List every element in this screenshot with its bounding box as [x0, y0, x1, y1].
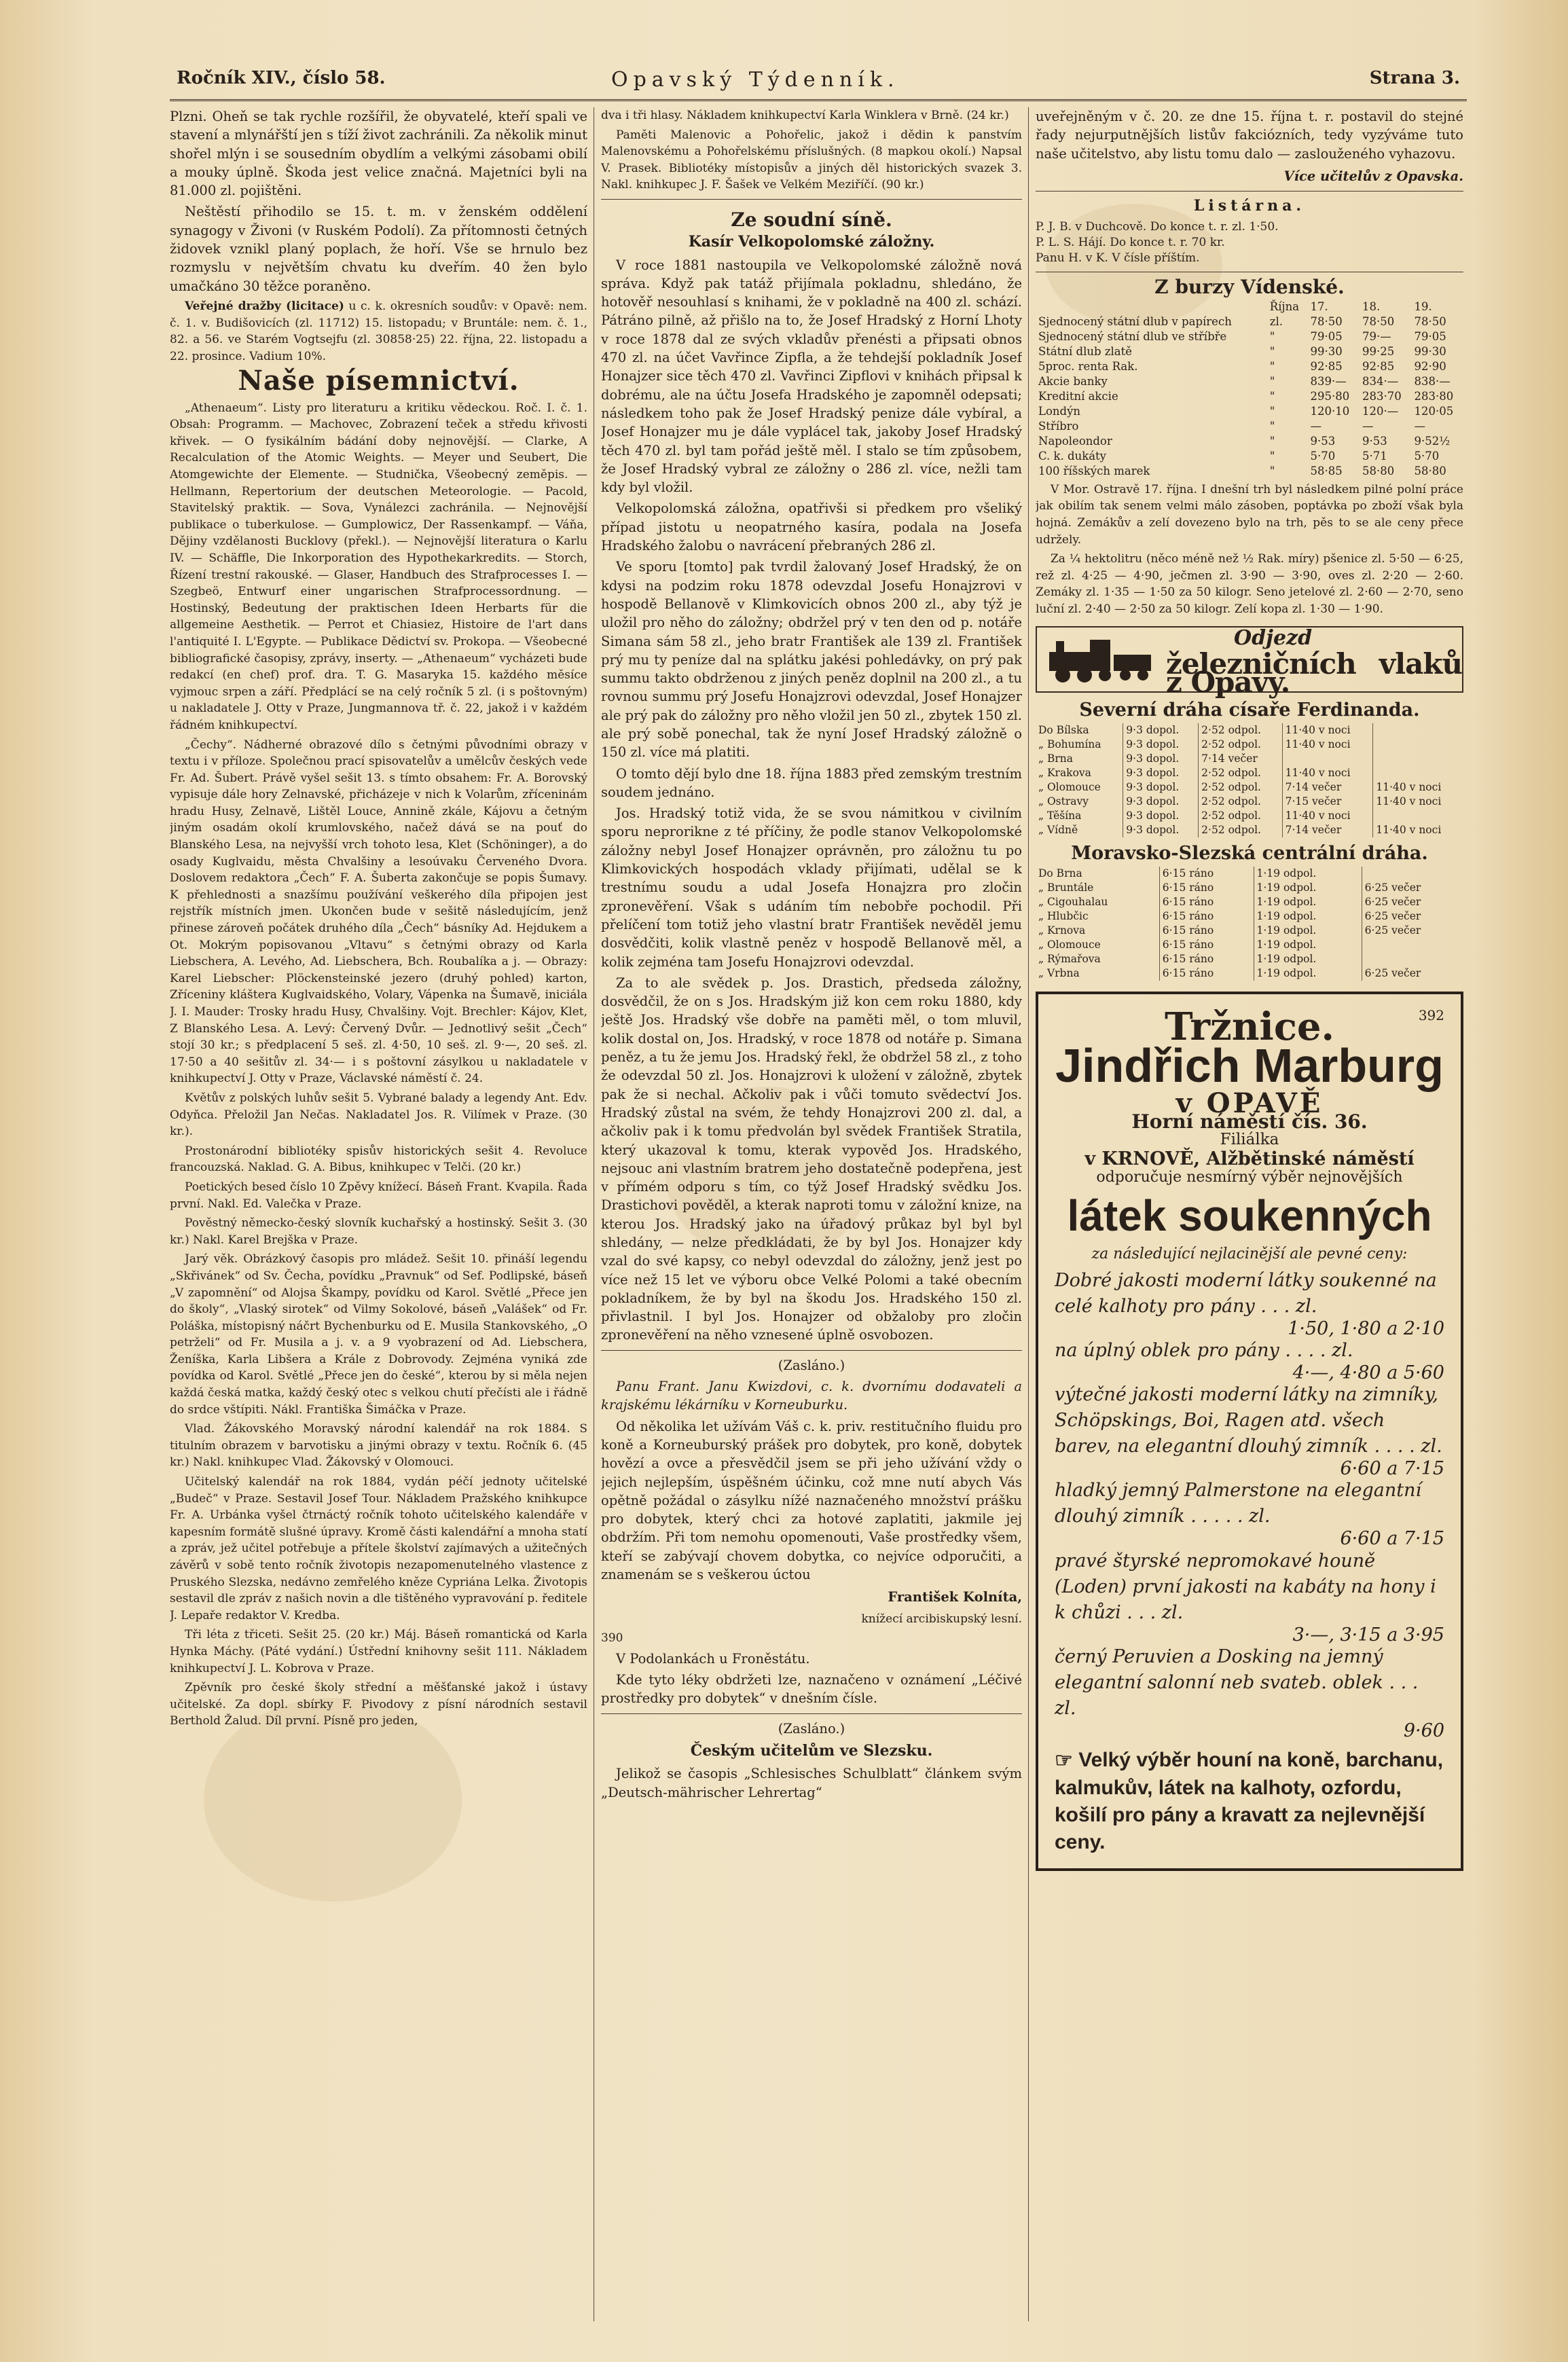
market-note: V Mor. Ostravě 17. října. I dnešní trh byl následkem pilné polní práce jak obilím tak senem velmi málo zásoben, poptávka po zboží však byla hojná. Zemákův a zelí dovezeno bylo na trh, pěs to se ale ceny přece udržely. [1036, 482, 1463, 547]
departure-cell: 7·14 večer [1199, 752, 1282, 766]
review-paragraph: Učitelský kalendář na rok 1884, vydán péčí jednoty učitelské „Budeč“ v Praze. Sestavil Josef Tour. Nákladem Pražského knihkupce Fr. A. Urbánka vyšel čtrnáctý ročník tohoto učitelského kalendáře v kapesním formátě slušné úpravy. Kromě části kalendářní a mnoha statí a zpráv, jež učitel potřebuje a přítele školství zajímavých a užitečných závěrů v sobě tento ročník životopis nezapomenutelného vlastence z Pruského Slezska, nedávno zemřelého kněze Cypriána Lelka. Životopis sestavil dle zpráv z našich novin a dle tištěného vypravování p. ředitele J. Lepaře redaktor V. Kredba. [170, 1475, 587, 1622]
mailbox-item: Panu H. v K. V čísle příštím. [1036, 251, 1200, 266]
departure-cell: 9·3 dopol. [1123, 766, 1199, 780]
ad-footer [1055, 1747, 1444, 1856]
departure-cell: 1·19 odpol. [1254, 895, 1362, 909]
destination-cell: Do Bílska [1038, 723, 1089, 736]
article-subheading: Kasír Velkopolomské záložny. [688, 233, 935, 251]
stock-value-cell: 5·71 [1362, 449, 1387, 462]
departure-cell [1373, 752, 1463, 766]
departure-cell: 6·25 večer [1362, 909, 1463, 924]
stock-header-row [1036, 299, 1463, 314]
auctions-text: u c. k. okresních soudův: v Opavě: nem. č. 1. v. Budišovicích (zl. 11712) 15. listopadu; v Bruntále: nem. č. 1., 82. a 56. ve Starém Vogtsejfu (zl. 30858·25) 22. října, 22. listopadu a 22. prosince. Vadium 10%. [170, 299, 587, 363]
stock-heading: Z burzy Vídenské. [1154, 276, 1345, 299]
destination-cell: „ Brna [1038, 752, 1073, 765]
review-paragraph: Zpěvník pro české školy střední a měšťanské jakož i ústavy učitelské. Za dopl. sbírky F. Pivodovy z písní národních sestavil Berthold Žalud. Díl první. Písně pro jeden, [170, 1681, 587, 1728]
departure-cell [1373, 766, 1463, 780]
departure-cell [1373, 738, 1463, 752]
stock-value-cell: 5·70 [1414, 449, 1440, 462]
column-2 [601, 107, 1022, 2321]
ad-item-price: 4·—, 4·80 a 5·60 [1292, 1362, 1444, 1383]
review-paragraph: Paměti Malenovic a Pohořelic, jakož i dědin k panstvím Malenovskému a Pohořelskému příslušných. (8 mapkou okolí.) Napsal V. Prasek. Bibliotéky místopisův a jiných děl historických svazek 3. Nakl. knihkupec J. F. Šašek ve Velkém Meziříčí. (90 kr.) [601, 128, 1022, 192]
section-heading: Ze soudní síně. [731, 208, 892, 231]
letter-tail: Kde tyto léky obdržeti lze, naznačeno v oznámení „Léčivé prostředky pro dobytek“ v dnešním čísle. [601, 1672, 1022, 1707]
ad-item-price: 6·60 a 7·15 [1340, 1458, 1444, 1480]
departure-cell: 11·40 v noci [1282, 766, 1373, 780]
destination-cell: „ Těšína [1038, 809, 1082, 822]
departure-cell: 6·25 večer [1362, 924, 1463, 938]
stock-value-cell: 79·— [1362, 329, 1391, 343]
stock-row [1036, 419, 1463, 434]
departure-cell: 2·52 odpol. [1199, 795, 1282, 809]
train-row [1036, 966, 1463, 981]
letter-heading: Českým učitelům ve Slezsku. [690, 1742, 933, 1760]
stock-row [1036, 359, 1463, 374]
review-paragraph: „Athenaeum“. Listy pro literaturu a kritiku vědeckou. Roč. I. č. 1. Obsah: Programm. — Machovec, Zobrazení teček a středu křivosti křivek. — O fysikálním bádání doby nejnovější. — Clarke, A Recalculation of the Atomic Weights. — Meyer und Seubert, Die Atomgewichte der Elemente. — Studnička, Všeobecný zeměpis. — Hellmann, Repertorium der deutschen Meteorologie. — Pacold, Stavitelský praktik. — Sova, Vynálezci zachránila. — Nejnovější publikace o tuberkulose. — Gumplowicz, Der Rassenkampf. — Váňa, Dějiny vzdělanosti Bucklovy (překl.). — Nejnovější literatura o Karlu IV. — Schäffle, Die Inkorporation des Hypothekarkredits. — Storch, Řízení trestní rakouské. — Glaser, Handbuch des Strafprocesses I. — Szegbeö, Entwurf einer ungarischen Strafprocessordnung. — Hostinský, Bedeutung der praktischen Ideen Herbarts für die allgemeine Aesthetik. — Perrot et Chiasiez, Histoire de l'art dans l'antiquité I. L'Egypte. — Publikace Dědictví sv. Prokopa. — Všeobecné bibliografické časopisy, zprávy, inserty. — „Athenaeum“ vycházeti bude redakcí (en chef) prof. dra. T. G. Masaryka 15. každého měsíce vyjmouc srpen a září. Předplácí se na celý ročník 5 zl. (i s poštovným) u nakladatele J. Otty v Praze, Jungmannova tř. č. 22, jakož i v každém řádném knihkupectví. [170, 401, 587, 732]
departure-cell: 1·19 odpol. [1254, 881, 1362, 895]
article-signature: Více učitelův z Opavska. [1283, 168, 1463, 184]
stock-value-cell: 58·85 [1310, 464, 1343, 477]
departure-cell: 11·40 v noci [1282, 809, 1373, 823]
stock-name-cell: Stříbro [1038, 419, 1079, 433]
stock-value-cell: 120·— [1362, 404, 1399, 418]
destination-cell: „ Ostravy [1038, 795, 1089, 807]
article-paragraph: Jos. Hradský totiž vida, že se svou námitkou v civilním sporu neprorikne z té příčiny, že podle stanov Velkopolomské záložny nebyl Josef Honajzer oprávněn, pro záložnu tu po Klimkovických hospodách vklady přijímati, udělal se k trestnímu soudu a udal Josefa Honajzra pro zločin zpronevěření. Však s udáním tím nebobře pochodil. Při přelíčení tom totiž jeho vlastní bratr František nevěděl jemu dosvědčiti, kolik vlastně peněz v hospodě Bellanově měl, a kolik zejména tam Josefu Honajzrovi odevzdal. [601, 805, 1022, 970]
stock-value-cell: 58·80 [1414, 464, 1446, 477]
review-paragraph: Jarý věk. Obrázkový časopis pro mládež. Sešit 10. přináší legendu „Skřivánek“ od Sv. Čecha, povídku „Pravnuk“ od Sef. Podlipské, báseň „V zapomnění“ od Alojsa Škampy, povídku od Karol. Světlé „Přece jen do školy“, „Vlaský sirotek“ od Vilmy Sokolové, báseň „Valášek“ od Fr. Poláška, místopisný náčrt Bychenburku od E. Musila Stankovského, „O petrželi“ od Fr. Musila a j. v. a 9 vyobrazení od Ad. Liebschera, Ženíška, Karla Libšera a Krále z Dobrovody. Zejména vyniká zde povídka od Karol. Světlé „Přece jen do české“, kterou by si měla nejen každá česká matka, každý český otec s velkou chutí přečísti ale i řádně do srdce vštípiti. Nákl. Františka Šimáčka v Praze. [170, 1252, 587, 1417]
column-rule [1028, 107, 1029, 2321]
departure-cell: 1·19 odpol. [1254, 909, 1362, 924]
review-paragraph: Vlad. Žákovského Moravský národní kalendář na rok 1884. S titulním obrazem v barvotisku a jinými obrazy v textu. Ročník 6. (45 kr.) Nakl. knihkupec Vlad. Žákovský v Olomouci. [170, 1422, 587, 1470]
stock-row [1036, 404, 1463, 419]
recommend-text: odporučuje nesmírný výběr nejnovějších [1096, 1168, 1403, 1186]
departure-cell: 2·52 odpol. [1199, 738, 1282, 752]
destination-cell: „ Rýmařova [1038, 953, 1101, 966]
destination-cell: „ Vrbna [1038, 967, 1080, 980]
railway-heading: Severní dráha císaře Ferdinanda. [1079, 699, 1420, 721]
ad-item-price: 9·60 [1403, 1720, 1444, 1741]
stock-value-cell: 295·80 [1310, 389, 1350, 403]
train-row [1036, 809, 1463, 823]
train-row [1036, 766, 1463, 780]
train-row [1036, 723, 1463, 738]
departure-cell: 6·25 večer [1362, 881, 1463, 895]
stock-table [1036, 299, 1463, 479]
ad-item-text: hladký jemný Palmerstone na elegantní dlouhý zimník . . . . . zl. [1055, 1480, 1422, 1527]
stock-name-cell: Kreditní akcie [1038, 389, 1118, 403]
stock-value-cell: 838·— [1414, 374, 1451, 388]
departure-cell: 9·3 dopol. [1123, 823, 1199, 837]
departure-cell: 11·40 v noci [1282, 723, 1373, 738]
stock-row [1036, 374, 1463, 389]
train-row [1036, 881, 1463, 895]
ad-item-text: černý Peruvien a Dosking na jemný elegantní salonní neb svateb. oblek . . . zl. [1055, 1646, 1419, 1719]
column-3 [1036, 107, 1463, 2321]
train-row [1036, 780, 1463, 795]
review-paragraph: Prostonárodní bibliotéky spisův historických sešit 4. Revoluce francouzská. Naklad. G. A. Bibus, knihkupec v Telči. (20 kr.) [170, 1144, 587, 1175]
ad-item [1055, 1548, 1444, 1644]
central-railway-table [1036, 867, 1463, 981]
stock-value-cell: zl. [1269, 314, 1283, 328]
locomotive-icon [1042, 633, 1158, 685]
ad-item-text: výtečné jakosti moderní látky na zimníky, Schöpskings, Boi, Ragen atd. všech barev, na elegantní dlouhý zimník . . . . zl. [1055, 1384, 1442, 1457]
departure-cell: 6·15 ráno [1159, 867, 1254, 881]
stock-value-cell: " [1269, 464, 1275, 477]
stock-row [1036, 449, 1463, 464]
destination-cell: „ Vídně [1038, 823, 1078, 836]
divider [601, 1713, 1022, 1714]
stock-value-cell: — [1362, 419, 1374, 433]
letter-text: Od několika let užívám Váš c. k. priv. restitučního fluidu pro koně a Korneuburský prášek pro dobytek, pro koně, dobytek hovězí a ovce a přesvědčil jsem se při jeho užívání vždy o jejich nejlepším, úspěšném účinku, což mne nutí abych Vás opětně požádal o zásylku nížé naznačeného množství prášku pro dobytek, který chci za hotové zaplatiti, jakmile jej obdržím. Při tom nemohu opomenouti, Vaše prostředky všem, kteří se zabývají chovem dobytka, co nejvíce odporučiti, a znamenám se s veškerou úctou [601, 1418, 1022, 1583]
ad-item [1055, 1478, 1444, 1548]
stock-value-cell: 92·85 [1310, 359, 1343, 373]
ad-item [1055, 1644, 1444, 1740]
stock-value-cell: 79·05 [1310, 329, 1343, 343]
stock-name-cell: Napoleondor [1038, 434, 1112, 448]
stock-row [1036, 344, 1463, 359]
article-paragraph: O tomto dějí bylo dne 18. října 1883 před zemským trestním soudem jednáno. [601, 765, 1022, 800]
divider [1036, 191, 1463, 192]
stock-value-cell: — [1414, 419, 1425, 433]
departure-cell: 9·3 dopol. [1123, 809, 1199, 823]
stock-value-cell: 99·30 [1310, 344, 1343, 358]
departure-cell: 9·3 dopol. [1123, 780, 1199, 795]
merchant-address: Horní náměstí čís. 36. [1131, 1110, 1368, 1133]
review-paragraph: Pověstný německo-český slovník kuchařský a hostinský. Sešit 3. (30 kr.) Nakl. Karel Brejška v Praze. [170, 1216, 587, 1247]
section-heading: Naše písemnictví. [238, 365, 519, 397]
auctions [170, 298, 587, 365]
stock-header-cell: Října [1269, 299, 1300, 313]
stock-value-cell: 9·53 [1310, 434, 1336, 448]
departure-cell: 9·3 dopol. [1123, 752, 1199, 766]
departure-cell: 11·40 v noci [1373, 795, 1463, 809]
stock-value-cell: 834·— [1362, 374, 1399, 388]
stock-value-cell: 839·— [1310, 374, 1347, 388]
stock-name-cell: Státní dlub zlatě [1038, 344, 1133, 358]
departure-cell: 6·15 ráno [1159, 924, 1254, 938]
departure-cell: 2·52 odpol. [1199, 823, 1282, 837]
ad-title: Tržnice. [1164, 1004, 1335, 1050]
stock-value-cell: 58·80 [1362, 464, 1395, 477]
letter-place: V Podolankách u Froněstátu. [616, 1650, 810, 1667]
departure-cell: 6·15 ráno [1159, 909, 1254, 924]
letter-signature: František Kolníta, [888, 1589, 1022, 1605]
ad-item-price: 6·60 a 7·15 [1340, 1528, 1444, 1550]
departure-cell: 2·52 odpol. [1199, 809, 1282, 823]
destination-cell: „ Hlubčic [1038, 910, 1089, 923]
train-row [1036, 823, 1463, 837]
prices-subtitle: za následující nejlacinější ale pevné ceny: [1091, 1246, 1408, 1263]
stock-value-cell: " [1269, 404, 1275, 418]
train-row [1036, 752, 1463, 766]
article-paragraph: V roce 1881 nastoupila ve Velkopolomské záložně nová správa. Když pak tatáž přijímala pokladnu, shledáno, že hotověř nesouhlasí s knihami, že v pokladně na 400 zl. schází. Pátráno pilně, až přišlo na to, že Josef Hradský z Horní Lhoty v roce 1878 dal ze svých vkladův přenésti a připsati obnos 470 zl. na účet Vavřince Zipfla, a že tehdejší pokladník Josef Honajzer sice těch 470 zl. Vavřinci Zipflovi v knihách připsal k dobrému, ale na účtu Josefa Hradského je zapomněl odepsati; následkem toho pak že Josef Hradský penize dále vybíral, a Josef Honajzer mu je dále vyplácel tak, jakoby Josef Hradský těch 470 zl. byl tam pořád ještě měl. I stalo se tím způsobem, že Josef Hradský vybral ze záložny o 286 zl. více, nežli tam kdy byl vložil. [601, 257, 1022, 496]
article-paragraph: uveřejněným v č. 20. ze dne 15. října t. r. postavil do stejné řady nejurputnějších listův fakciózních, tedy vyzýváme tuto naše učitelstvo, aby listu tomu dalo — zaslouženého vyhazovu. [1036, 109, 1463, 162]
stock-value-cell: 92·90 [1414, 359, 1446, 373]
page-number: Strana 3. [1369, 68, 1460, 88]
destination-cell: „ Cigouhalau [1038, 896, 1108, 909]
destination-cell: „ Krakova [1038, 766, 1091, 779]
departure-cell: 7·14 večer [1282, 823, 1373, 837]
stock-value-cell: 9·53 [1362, 434, 1387, 448]
mailbox-list [1036, 219, 1463, 266]
destination-cell: „ Bohumína [1038, 738, 1101, 750]
stock-value-cell: " [1269, 449, 1275, 462]
auctions-title: Veřejné dražby (licitace) [185, 299, 344, 313]
stock-value-cell: " [1269, 419, 1275, 433]
letter-text: Jelikož se časopis „Schlesisches Schulblatt“ článkem svým „Deutsch-mährischer Lehrertag“ [601, 1766, 1022, 1800]
stock-name-cell: Sjednocený státní dlub v papírech [1038, 314, 1232, 328]
departure-cell: 11·40 v noci [1373, 823, 1463, 837]
departure-cell: 9·3 dopol. [1123, 723, 1199, 738]
stock-value-cell: 78·50 [1310, 314, 1343, 328]
divider [601, 199, 1022, 200]
ad-item-price: 3·—, 3·15 a 3·95 [1292, 1624, 1444, 1646]
divider [601, 1350, 1022, 1351]
stock-row [1036, 329, 1463, 344]
market-prices: Za ¼ hektolitru (něco méně než ½ Rak. míry) pšenice zl. 5·50 — 6·25, rež zl. 4·25 — 4·90, ječmen zl. 3·90 — 3·90, oves zl. 2·20 — 2·60. Zemáky zl. 1·35 — 1·50 za 50 kilogr. Seno jetelové zl. 2·60 — 2·70, seno luční zl. 2·40 — 2·50 za 50 kilogr. Zelí kopa zl. 1·30 — 1·90. [1036, 552, 1463, 616]
destination-cell: Do Brna [1038, 867, 1082, 880]
page-header [170, 62, 1467, 101]
north-railway-table [1036, 723, 1463, 837]
article-paragraph: Neštěstí přihodilo se 15. t. m. v ženském oddělení synagogy v Živoni (v Ruském Podolí). Za přítomnosti četných židovek vznikl planý poplach, že hoří. Vše se hrnulo bez rozmyslu v největším chvatu ku dveřím. 40 žen bylo umačkáno 30 těžce poraněno. [170, 204, 587, 294]
sent-in-label: (Zasláno.) [778, 1357, 845, 1373]
train-row [1036, 938, 1463, 952]
ad-item-text: pravé štyrské nepromokavé houně (Loden) první jakosti na kabáty na hony i k chůzi . . . zl. [1055, 1550, 1436, 1623]
review-paragraph: Květův z polských luhův sešit 5. Vybrané balady a legendy Ant. Edv. Odyňca. Přeložil Jan Nečas. Nakladatel Jos. R. Vilímek v Praze. (30 kr.). [170, 1091, 587, 1139]
branch-address: v KRNOVĚ, Alžbětinské náměstí [1084, 1148, 1415, 1169]
stock-value-cell: " [1269, 329, 1275, 343]
ad-item-price: 1·50, 1·80 a 2·10 [1288, 1318, 1444, 1339]
stock-header-cell: 18. [1362, 299, 1381, 313]
review-paragraph: Tři léta z třiceti. Sešit 25. (20 kr.) Máj. Báseň romantická od Karla Hynka Máchy. (Páté vydání.) Ústřední knihovny sešit 111. Nákladem knihkupectví J. L. Kobrova v Praze. [170, 1628, 587, 1675]
stock-value-cell: 99·25 [1362, 344, 1395, 358]
stock-value-cell: " [1269, 389, 1275, 403]
stock-value-cell: 283·80 [1414, 389, 1454, 403]
departure-cell: 2·52 odpol. [1199, 766, 1282, 780]
departure-cell: 9·3 dopol. [1123, 795, 1199, 809]
departures-subtitle: železničních vlaků z Opavy. [1166, 647, 1462, 699]
stock-name-cell: Sjednocený státní dlub ve stříbře [1038, 329, 1227, 343]
departure-cell: 6·15 ráno [1159, 881, 1254, 895]
pointing-hand-icon: ☞ [1055, 1749, 1073, 1773]
article-paragraph: Velkopolomská záložna, opatřivši si předkem pro všeliký případ jistotu u neopatrného kasíra, podala na Josefa Hradského žalobu o navrácení přebraných 286 zl. [601, 501, 1022, 554]
ad-item-text: Dobré jakosti moderní látky soukenné na celé kalhoty pro pány . . . zl. [1055, 1269, 1437, 1317]
stock-value-cell: 120·10 [1310, 404, 1350, 418]
departure-cell: 1·19 odpol. [1254, 924, 1362, 938]
departure-cell: 6·15 ráno [1159, 938, 1254, 952]
merchant-name: Jindřich Marburg [1055, 1038, 1444, 1092]
article-paragraph: Plzni. Oheň se tak rychle rozšířil, že obyvatelé, kteří spali ve stavení a mlynářští jen s tíží život zachránili. Za několik minut shořel mlýn i se sousedním obydlím a velkými zásobami obilí a mouky úplně. Škoda jest velice značná. Majetníci byli na 81.000 zl. pojištěni. [170, 109, 587, 199]
train-row [1036, 738, 1463, 752]
departure-cell: 6·15 ráno [1159, 966, 1254, 981]
ad-item [1055, 1338, 1444, 1382]
departure-cell [1362, 952, 1463, 966]
stock-value-cell: 283·70 [1362, 389, 1402, 403]
newspaper-title: Opavský Týdenník. [611, 68, 900, 92]
stock-header-cell: 19. [1414, 299, 1432, 313]
stock-row [1036, 434, 1463, 449]
departures-title: Odjezd [1234, 625, 1313, 650]
departure-cell [1373, 723, 1463, 738]
ad-item [1055, 1382, 1444, 1478]
ad-item [1055, 1268, 1444, 1338]
departure-cell: 7·15 večer [1282, 795, 1373, 809]
destination-cell: „ Bruntále [1038, 882, 1094, 894]
stock-name-cell: C. k. dukáty [1038, 449, 1106, 462]
stock-value-cell: 79·05 [1414, 329, 1446, 343]
train-row [1036, 909, 1463, 924]
stock-value-cell: " [1269, 359, 1275, 373]
train-departures-banner [1036, 625, 1463, 699]
departure-cell: 1·19 odpol. [1254, 952, 1362, 966]
departure-cell: 6·25 večer [1362, 895, 1463, 909]
stock-value-cell: 92·85 [1362, 359, 1395, 373]
mailbox-heading: Listárna. [1193, 197, 1306, 215]
train-row [1036, 924, 1463, 938]
ad-item-list [1055, 1268, 1444, 1741]
departure-cell: 6·15 ráno [1159, 952, 1254, 966]
stock-name-cell: 5proc. renta Rak. [1038, 359, 1138, 373]
departure-cell: 11·40 v noci [1373, 780, 1463, 795]
stock-value-cell: " [1269, 344, 1275, 358]
railway-heading: Moravsko-Slezská centrální dráha. [1071, 842, 1428, 864]
destination-cell: „ Olomouce [1038, 780, 1101, 793]
review-paragraph: „Čechy“. Nádherné obrazové dílo s četnými původními obrazy v textu i v příloze. Společnou prací spisovatelův a umělcův českých vede Fr. Ad. Šubert. Právě vyšel sešit 13. s tímto obsahem: Fr. A. Borovský vypisuje dále hory Zelnavské, přicházeje v nich k Volarům, zříceninám hradu Husy, Zelnavě, Lištěl Louce, Annině zkále, Kájovu a četným jiným osadám okolí krumlovského, načež dává se na pouť do Blanského Lesa, na nejvyšší vrch tohoto lesa, Klet (Schöninger), a do osady Kuglvaidu, města Chvalšiny a lesoúvaku Červeného Dvora. Doslovem redaktora „Čech“ F. A. Šuberta zakončuje se popis Šumavy. K přehlednosti a snazšímu používání veškerého díla připojen jest rejstřík místních jmen. Ukončen bude v sešitě následujícím, jenž přinese zároveň počátek druhého díla „Čech“ básníky Ad. Hejdukem a Ot. Mokrým popisovanou „Vltavu“ s četnými obrazy od Karla Liebschera, A. Levého, Ad. Liebschera, Bch. Roubalíka a j. — Obrazy: Karel Liebscher: Plöckensteinské jezero (druhý pohled) karton, Zříceniny kláštera Kuglvaidského, Volary, Vápenka na Šumavě, iniciála J. I. Mauder: Trosky hradu Husy, Chvalšiny. Vojt. Brechler: Kájov, Klet, Z Blanského Lesa. A. Levý: Červený Dvůr. — Jednotlivý sešit „Čech“ stojí 30 kr.; s předplacení 5 seš. zl. 4·50, 10 seš. zl. 9·—, 20 seš. zl. 17·50 a 40 sešitův zl. 34·— i s poštovní zásylkou u nakladatele v knihkupectví J. Otty v Praze, Václavské náměstí č. 24. [170, 738, 587, 1086]
departure-cell: 1·19 odpol. [1254, 966, 1362, 981]
merchant-city: v OPAVĚ [1175, 1087, 1324, 1119]
departure-cell: 1·19 odpol. [1254, 867, 1362, 881]
stock-value-cell: " [1269, 374, 1275, 388]
stock-name-cell: Akcie banky [1038, 374, 1108, 388]
mailbox-item: P. L. S. Hájí. Do konce t. r. 70 kr. [1036, 236, 1225, 250]
ad-item-text: na úplný oblek pro pány . . . . zl. [1055, 1339, 1353, 1361]
letter-signature-title: knížecí arcibiskupský lesní. [861, 1612, 1022, 1626]
column-1 [170, 107, 587, 2321]
marburg-advertisement [1036, 992, 1463, 1871]
stock-value-cell: 99·30 [1414, 344, 1446, 358]
departure-cell: 2·52 odpol. [1199, 780, 1282, 795]
destination-cell: „ Olomouce [1038, 939, 1101, 951]
issue-number: Ročník XIV., číslo 58. [177, 68, 386, 88]
departure-cell: 6·25 večer [1362, 966, 1463, 981]
train-row [1036, 895, 1463, 909]
stock-row [1036, 314, 1463, 329]
stock-row [1036, 389, 1463, 404]
stock-name-cell: Londýn [1038, 404, 1081, 418]
departure-cell: 7·14 večer [1282, 780, 1373, 795]
branch-label: Filiálka [1220, 1131, 1279, 1149]
departure-cell [1282, 752, 1373, 766]
mailbox-item: P. J. B. v Duchcově. Do konce t. r. zl. 1·50. [1036, 220, 1279, 234]
stock-value-cell: — [1310, 419, 1321, 433]
ad-number: 392 [1418, 1007, 1444, 1024]
goods-heading: látek soukenných [1067, 1191, 1432, 1241]
departure-cell: 2·52 odpol. [1199, 723, 1282, 738]
destination-cell: „ Krnova [1038, 924, 1086, 937]
departure-cell: 11·40 v noci [1282, 738, 1373, 752]
departure-cell: 9·3 dopol. [1123, 738, 1199, 752]
departure-cell [1362, 867, 1463, 881]
letter-address: Panu Frant. Janu Kwizdovi, c. k. dvornímu dodavateli a krajskému lékárníku v Korneuburku. [601, 1379, 1022, 1413]
stock-value-cell: 78·50 [1362, 314, 1395, 328]
stock-name-cell: 100 říšských marek [1038, 464, 1150, 477]
review-paragraph: dva i tři hlasy. Nákladem knihkupectví Karla Winklera v Brně. (24 kr.) [601, 109, 1009, 122]
train-row [1036, 952, 1463, 966]
stock-row [1036, 464, 1463, 479]
ad-number: 390 [601, 1631, 623, 1646]
stock-value-cell: 120·05 [1414, 404, 1454, 418]
article-paragraph: Za to ale svědek p. Jos. Drastich, předseda záložny, dosvědčil, že on s Jos. Hradským již kon cem roku 1880, kdy ještě Jos. Hradský vše dobře na paměti měl, o tom mluvil, kolik dostal on, Jos. Hradský, v roce 1878 od notáře p. Simana peněz, a tu že jemu Jos. Hradský řekl, že obdržel 58 zl., z toho že odevzdal 50 zl. Jos. Honajzrovi k uložení v záložně, zbytek pak že si nechal. Ačkoliv pak i vůči tomuto svědectví Jos. Hradský zůstal na svém, že tehdy Honajzrovi 200 zl. dal, a ačkoliv pak i k tomu předvolán byl svědek František Stratila, který ukazoval k tomu, kterak vypověd Jos. Hradského, nejsouc ani vlastním bratrem jeho dostatečně podepřena, jest v přímém odporu s tím, co týž Josef Hradský svědku Jos. Drastichovi pověděl, a kterak naproti tomu v záložní knize, na kterou Jos. Hradský jako na úřadový průkaz byl byl byl shledány, — nelze předkládati, že by byl Jos. Honajzer kdy vzal do své kapsy, co nebyl odevzdal do záložny, jenž jest po více než 15 let ve výboru obce Velké Polomi a také obecním pokladníkem, že by byl na škodu Jos. Hradského 150 zl. přivlastnil. I byl Jos. Honajzer od obžaloby pro zločin zpronevěření na něho vznesené úplně osvobozen. [601, 975, 1022, 1343]
stock-value-cell: 9·52½ [1414, 434, 1451, 448]
departure-cell: 1·19 odpol. [1254, 938, 1362, 952]
stock-value-cell: 78·50 [1414, 314, 1446, 328]
departure-cell [1362, 938, 1463, 952]
stock-value-cell: " [1269, 434, 1275, 448]
sent-in-label: (Zasláno.) [778, 1720, 845, 1737]
departure-cell [1373, 809, 1463, 823]
train-row [1036, 867, 1463, 881]
ad-footer-text: Velký výběr houní na koně, barchanu, kalmukův, látek na kalhoty, ozfordu, košilí pro pány a kravatt za nejlevnější ceny. [1055, 1749, 1444, 1854]
train-row [1036, 795, 1463, 809]
departure-cell: 6·15 ráno [1159, 895, 1254, 909]
review-paragraph: Poetických besed číslo 10 Zpěvy knížecí. Báseň Frant. Kvapila. Řada první. Nakl. Ed. Valečka v Praze. [170, 1180, 587, 1211]
article-paragraph: Ve sporu [tomto] pak tvrdil žalovaný Josef Hradský, že on kdysi na podzim roku 1878 odevzdal Josefu Honajzrovi v hospodě Bellanově v Klimkovicích obnos 200 zl., aby týž je uložil pro něho do záložny; obdržel prý v ten den od p. notáře Simana sám 58 zl., jeho bratr František ale 139 zl. František prý mu ty peníze dal na splátku jakési pohledávky, on prý pak summu takto obdrženou z jiných peněz doplnil na 200 zl., a tu rovnou summu prý Josefu Honajzrovi odevzdal, Josef Honajzer ale prý pak do záložny pro něho vložil jen 50 zl., zbytek 150 zl. ale prý sobě ponechal, tak že nyní Josef Hradský záložně o 150 zl. více má platiti. [601, 559, 1022, 761]
stock-header-cell: 17. [1310, 299, 1328, 313]
stock-value-cell: 5·70 [1310, 449, 1336, 462]
